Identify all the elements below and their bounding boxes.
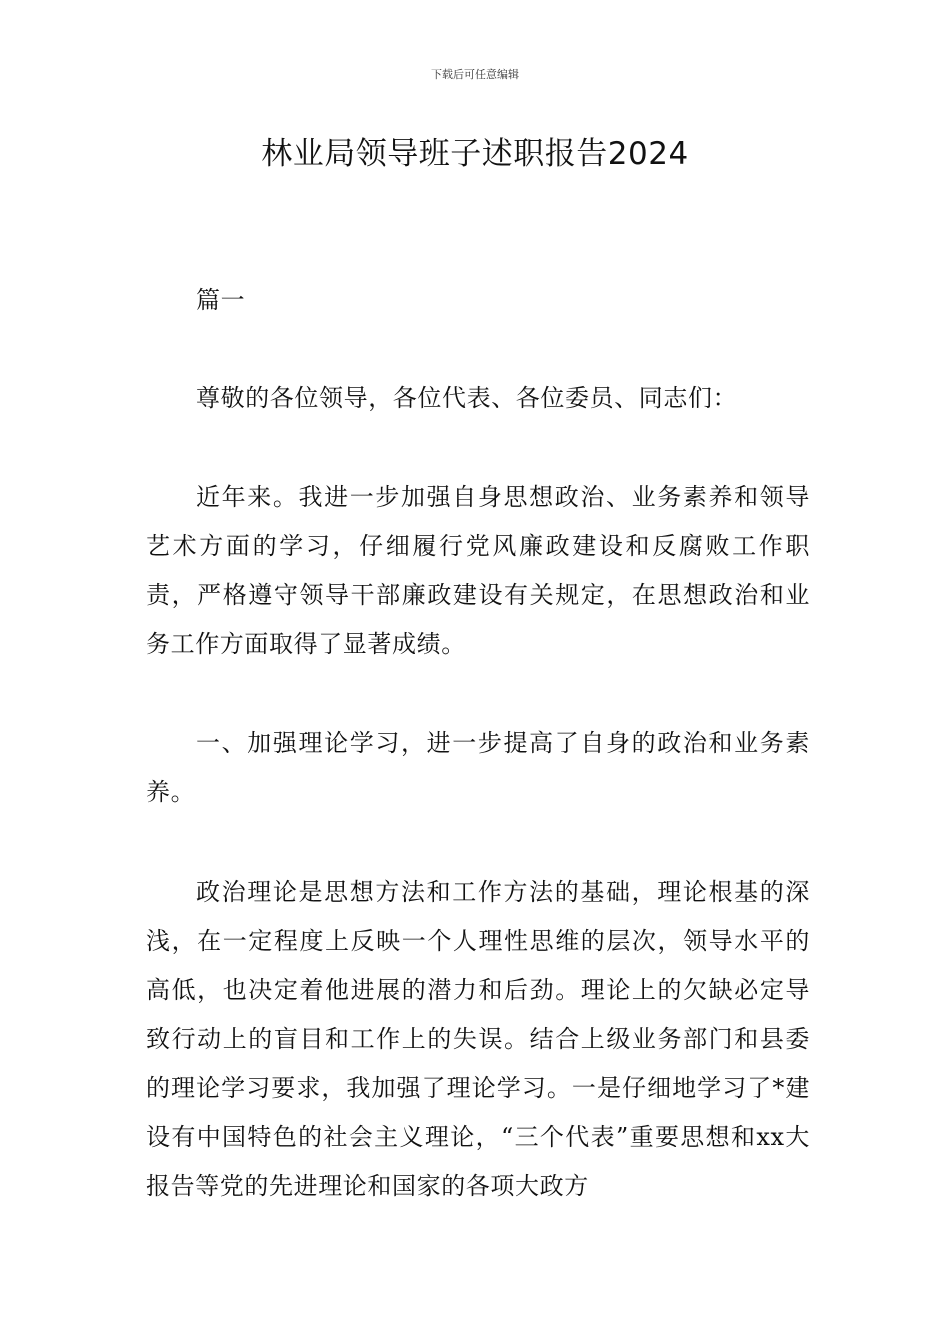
section-heading-part-one: 篇一 (196, 286, 246, 314)
body-paragraph-theory: 政治理论是思想方法和工作方法的基础，理论根基的深浅，在一定程度上反映一个人理性思维的层次，领导水平的高低，也决定着他进展的潜力和后劲。理论上的欠缺必定导致行动上的盲目和工作上的失误。结合上级业务部门和县委的理论学习要求，我加强了理论学习。一是仔细地学习了*建设有中国特色的社会主义理论，“三个代表”重要思想和xx大报告等党的先进理论和国家的各项大政方 (146, 878, 810, 1200)
header-note: 下载后可任意编辑 (431, 68, 519, 81)
intro-paragraph: 近年来。我进一步加强自身思想政治、业务素养和领导艺术方面的学习，仔细履行党风廉政建设和反腐败工作职责，严格遵守领导干部廉政建设有关规定，在思想政治和业务工作方面取得了显著成绩。 (146, 483, 810, 658)
salutation-paragraph: 尊敬的各位领导，各位代表、各位委员、同志们： (196, 384, 738, 412)
document-title: 林业局领导班子述职报告2024 (261, 136, 689, 172)
section-heading-1: 一、加强理论学习，进一步提高了自身的政治和业务素养。 (146, 729, 810, 806)
